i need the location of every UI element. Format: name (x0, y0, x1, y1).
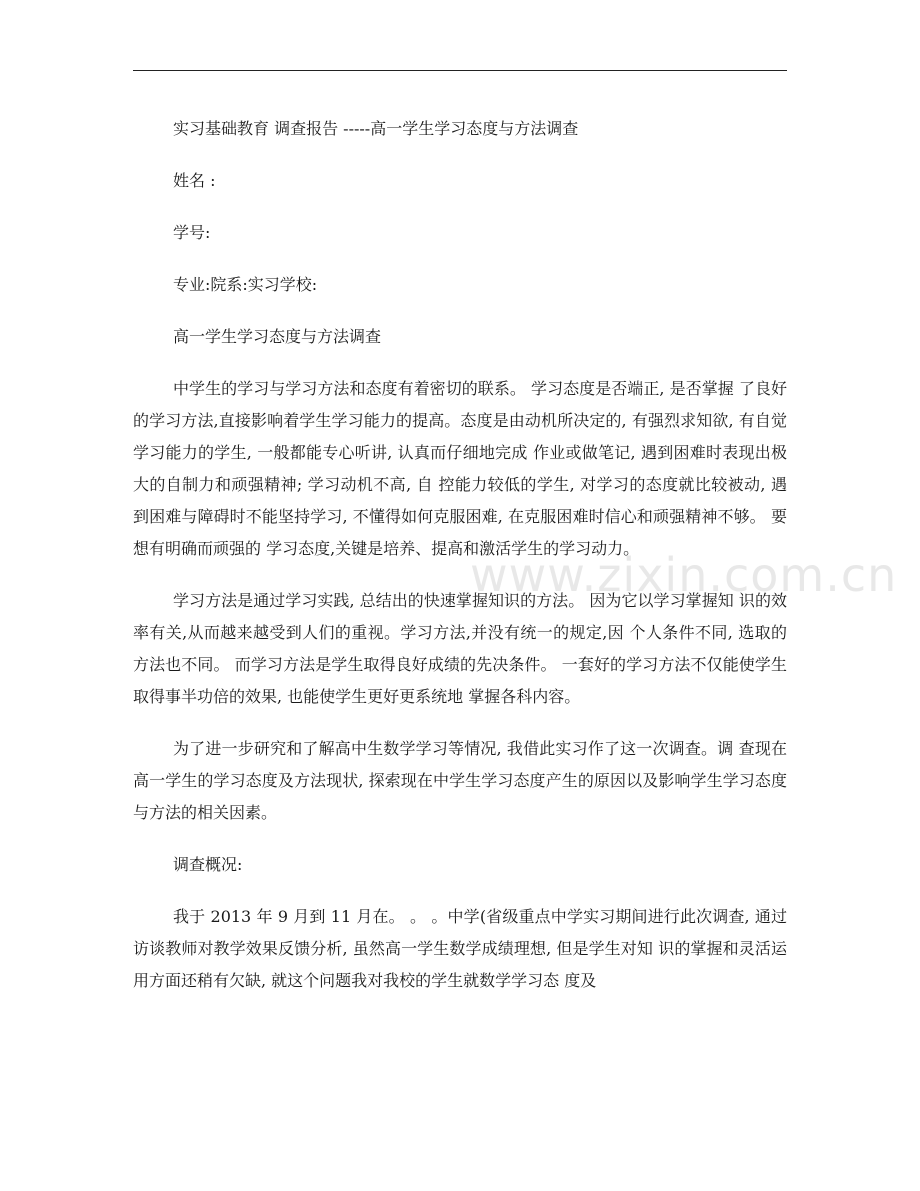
paragraph-1: 中学生的学习与学习方法和态度有着密切的联系。 学习态度是否端正, 是否掌握 了良好的学习方法,直接影响着学生学习能力的提高。态度是由动机所决定的, 有强烈求知欲, 有自觉学习能力的学生, 一般都能专心听讲, 认真而仔细地完成 作业或做笔记, 遇到困难时表现出极大的自制力和顽强精神; 学习动机不高, 自 控能力较低的学生, 对学习的态度就比较被动, 遇到困难与障碍时不能坚持学习, 不懂得如何克服困难, 在克服困难时信心和顽强精神不够。 要想有明确而顽强的 学习态度,关键是培养、提高和激活学生的学习动力。 (133, 379, 787, 558)
paragraph-4: 我于 2013 年 9 月到 11 月在。 。 。中学(省级重点中学实习期间进行此次调查, 通过访谈教师对教学效果反馈分析, 虽然高一学生数学成绩理想, 但是学生对知 识的掌握和灵活运用方面还稍有欠缺, 就这个问题我对我校的学生就数学学习态 度及 (133, 907, 787, 990)
paragraph-2: 学习方法是通过学习实践, 总结出的快速掌握知识的方法。 因为它以学习掌握知 识的效率有关,从而越来越受到人们的重视。学习方法,并没有统一的规定,因 个人条件不同, 选取的方法也不同。 而学习方法是学生取得良好成绩的先决条件。 一套好的学习方法不仅能使学生取得事半功倍的效果, 也能使学生更好更系统地 掌握各科内容。 (133, 591, 787, 706)
name-label: 姓名 : (173, 171, 216, 190)
paragraph-3: 为了进一步研究和了解高中生数学学习等情况, 我借此实习作了这一次调查。调 查现在高一学生的学习态度及方法现状, 探索现在中学生学习态度产生的原因以及影响学生学习态度与方法的相关因素。 (133, 739, 787, 822)
watermark: www.zixin.com.cn (470, 548, 898, 602)
document-body (133, 113, 787, 1017)
document-title: 实习基础教育 调查报告 -----高一学生学习态度与方法调查 (173, 119, 579, 138)
header-rule (133, 70, 787, 71)
subtitle: 高一学生学习态度与方法调查 (173, 327, 382, 346)
student-id-label: 学号: (173, 223, 211, 242)
section-heading: 调查概况: (173, 855, 243, 874)
major-line: 专业:院系:实习学校: (173, 275, 318, 294)
